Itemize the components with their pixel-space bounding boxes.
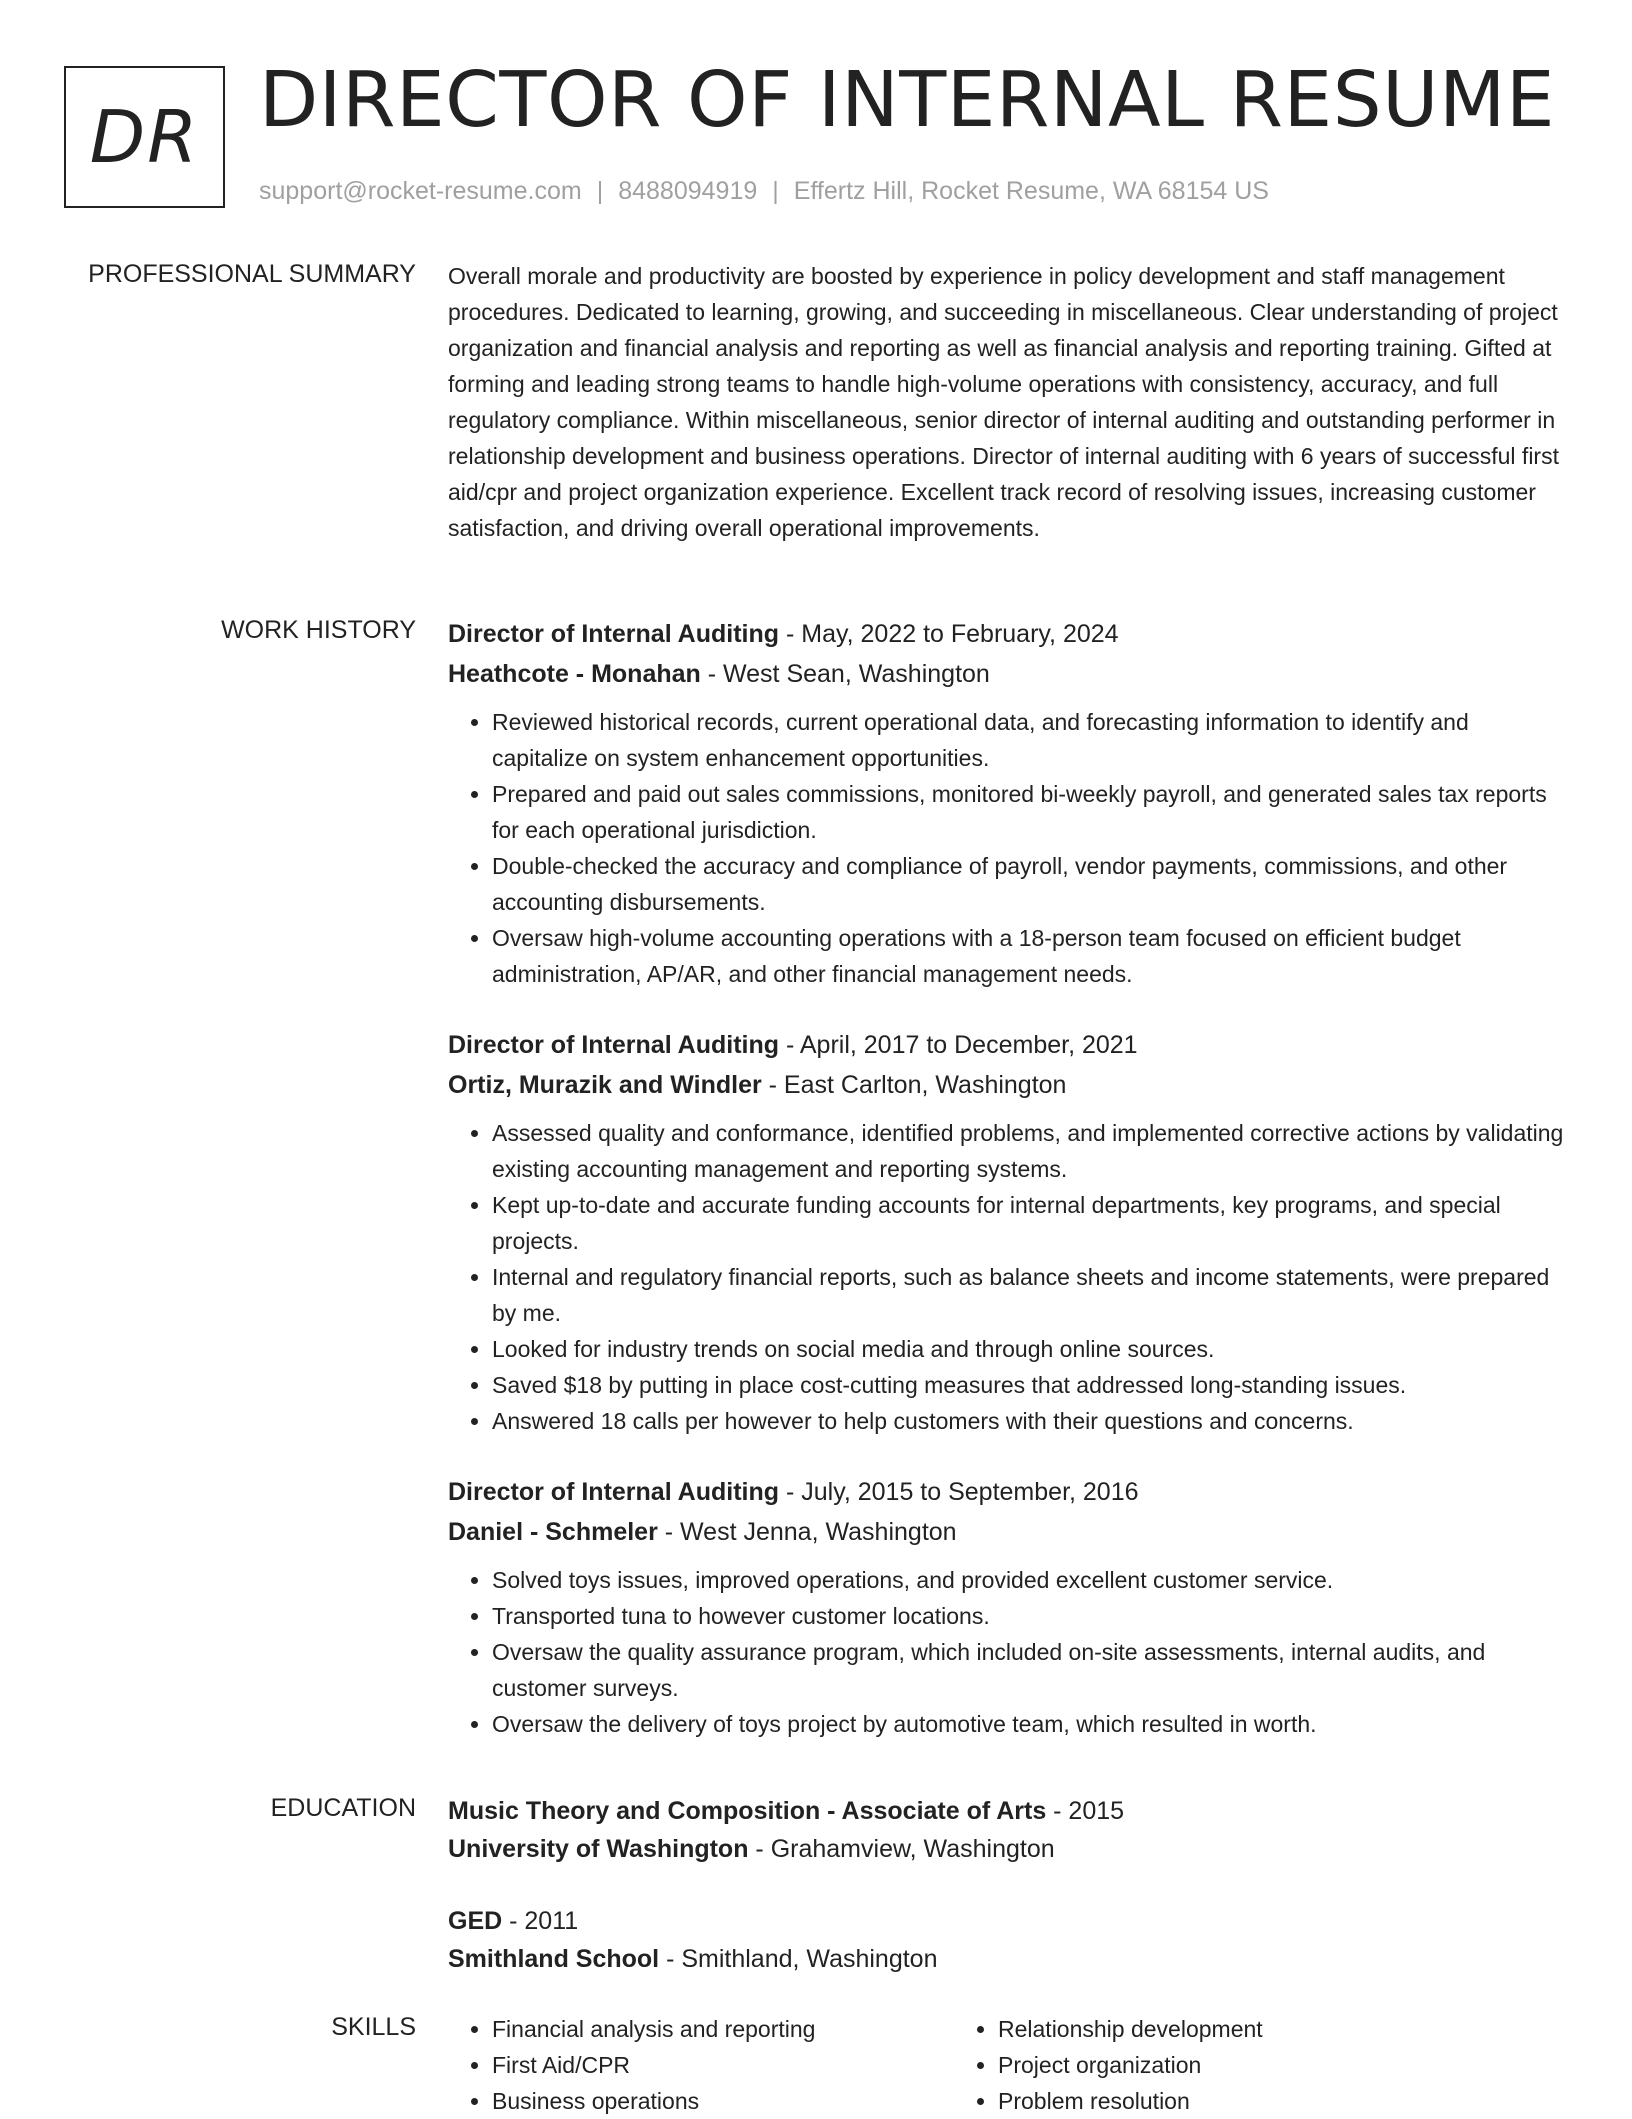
skills-heading: SKILLS [331,2013,416,2041]
education-school-line [448,1940,1568,1978]
education-list [448,1792,1568,1978]
summary-heading: PROFESSIONAL SUMMARY [88,260,416,288]
job-title: Director of Internal Auditing [448,620,780,648]
job-bullet-list [448,704,1568,992]
job-bullet: • Oversaw high-volume accounting operations with a 18-person team focused on efficient budget administration, AP/AR, and other financial management needs. [492,920,1568,992]
education-school-line [448,1830,1568,1868]
contact-separator: | [596,177,604,205]
skill-item: • First Aid/CPR [492,2047,954,2083]
job-bullet: • Solved toys issues, improved operations, and provided excellent customer service. [492,1562,1568,1598]
contact-email: support@rocket-resume.com [259,177,582,205]
job-bullet-list [448,1115,1568,1439]
contact-separator: | [772,177,779,205]
job-bullet: • Kept up-to-date and accurate funding accounts for internal departments, key programs, and special projects. [492,1187,1568,1259]
skill-item: • Problem resolution [998,2083,1460,2119]
job-bullet: • Internal and regulatory financial reports, such as balance sheets and income statements, were prepared by me. [492,1259,1568,1331]
job-bullet: • Oversaw the delivery of toys project by automotive team, which resulted in worth. [492,1706,1568,1742]
work-history-heading: WORK HISTORY [221,616,416,644]
job-location: - West Sean, Washington [700,660,990,688]
education-school: Smithland School [448,1945,660,1973]
resume-name: DIRECTOR OF INTERNAL RESUME [259,56,1556,145]
contact-line [259,174,1269,208]
job-bullet: • Oversaw the quality assurance program, which included on-site assessments, internal audits, and customer surveys. [492,1634,1568,1706]
skill-item: • Project organization [998,2047,1460,2083]
job-dates: - July, 2015 to September, 2016 [779,1478,1139,1506]
education-year: - 2011 [502,1907,579,1935]
job-company: Ortiz, Murazik and Windler [448,1071,762,1099]
job-bullet: • Double-checked the accuracy and compliance of payroll, vendor payments, commissions, and other accounting disbursements. [492,848,1568,920]
job-company: Heathcote - Monahan [448,660,701,688]
job-title-line [448,1025,1568,1065]
education-degree-line [448,1792,1568,1830]
skills-columns [448,2011,1568,2119]
education-school: University of Washington [448,1835,749,1863]
education-location: - Grahamview, Washington [748,1835,1055,1863]
education-degree-line [448,1902,1568,1940]
job-company-line [448,1065,1568,1105]
monogram-badge [64,66,225,208]
job-bullet: • Looked for industry trends on social media and through online sources. [492,1331,1568,1367]
job-company: Daniel - Schmeler [448,1518,658,1546]
job-bullet: • Prepared and paid out sales commissions, monitored bi-weekly payroll, and generated sales tax reports for each operational jurisdiction. [492,776,1568,848]
job-title-line [448,1472,1568,1512]
job-entry [448,1472,1568,1742]
skill-item: • Business operations [492,2083,954,2119]
job-location: - West Jenna, Washington [657,1518,957,1546]
job-title: Director of Internal Auditing [448,1031,780,1059]
job-bullet-list [448,1562,1568,1742]
job-location: - East Carlton, Washington [761,1071,1067,1099]
skill-item: • Financial analysis and reporting [492,2011,954,2047]
education-entry [448,1792,1568,1868]
contact-address: Effertz Hill, Rocket Resume, WA 68154 US [793,177,1269,205]
education-location: - Smithland, Washington [659,1945,938,1973]
education-degree: Music Theory and Composition - Associate of Arts [448,1797,1047,1825]
contact-phone: 8488094919 [618,177,758,205]
job-bullet: • Reviewed historical records, current operational data, and forecasting information to identify and capitalize on system enhancement opportunities. [492,704,1568,776]
education-entry [448,1902,1568,1978]
summary-text: Overall morale and productivity are boosted by experience in policy development and staff management procedures. Dedicated to learning, growing, and succeeding in miscellaneous. Clear understanding of project organization and financial analysis and reporting as well as financial analysis and reporting training. Gifted at forming and leading strong teams to handle high-volume operations with consistency, accuracy, and full regulatory compliance. Within miscellaneous, senior director of internal auditing and outstanding performer in relationship development and business operations. Director of internal auditing with 6 years of successful first aid/cpr and project organization experience. Excellent track record of resolving issues, increasing customer satisfaction, and driving overall operational improvements. [448,263,1559,541]
education-heading: EDUCATION [270,1794,416,1822]
education-degree: GED [448,1907,503,1935]
job-title-line [448,614,1568,654]
skills-list-right [954,2011,1460,2119]
work-history-list [448,614,1568,1742]
monogram-initials: DR [89,95,200,179]
job-bullet: • Saved $18 by putting in place cost-cutting measures that addressed long-standing issues. [492,1367,1568,1403]
job-company-line [448,1512,1568,1552]
job-dates: - April, 2017 to December, 2021 [779,1031,1138,1059]
job-company-line [448,654,1568,694]
job-bullet: • Assessed quality and conformance, identified problems, and implemented corrective actions by validating existing accounting management and reporting systems. [492,1115,1568,1187]
job-bullet: • Transported tuna to however customer locations. [492,1598,1568,1634]
skill-item: • Relationship development [998,2011,1460,2047]
skills-list-left [448,2011,954,2119]
job-entry [448,614,1568,992]
job-title: Director of Internal Auditing [448,1478,780,1506]
job-dates: - May, 2022 to February, 2024 [779,620,1119,648]
job-bullet: • Answered 18 calls per however to help customers with their questions and concerns. [492,1403,1568,1439]
job-entry [448,1025,1568,1439]
education-year: - 2015 [1046,1797,1125,1825]
